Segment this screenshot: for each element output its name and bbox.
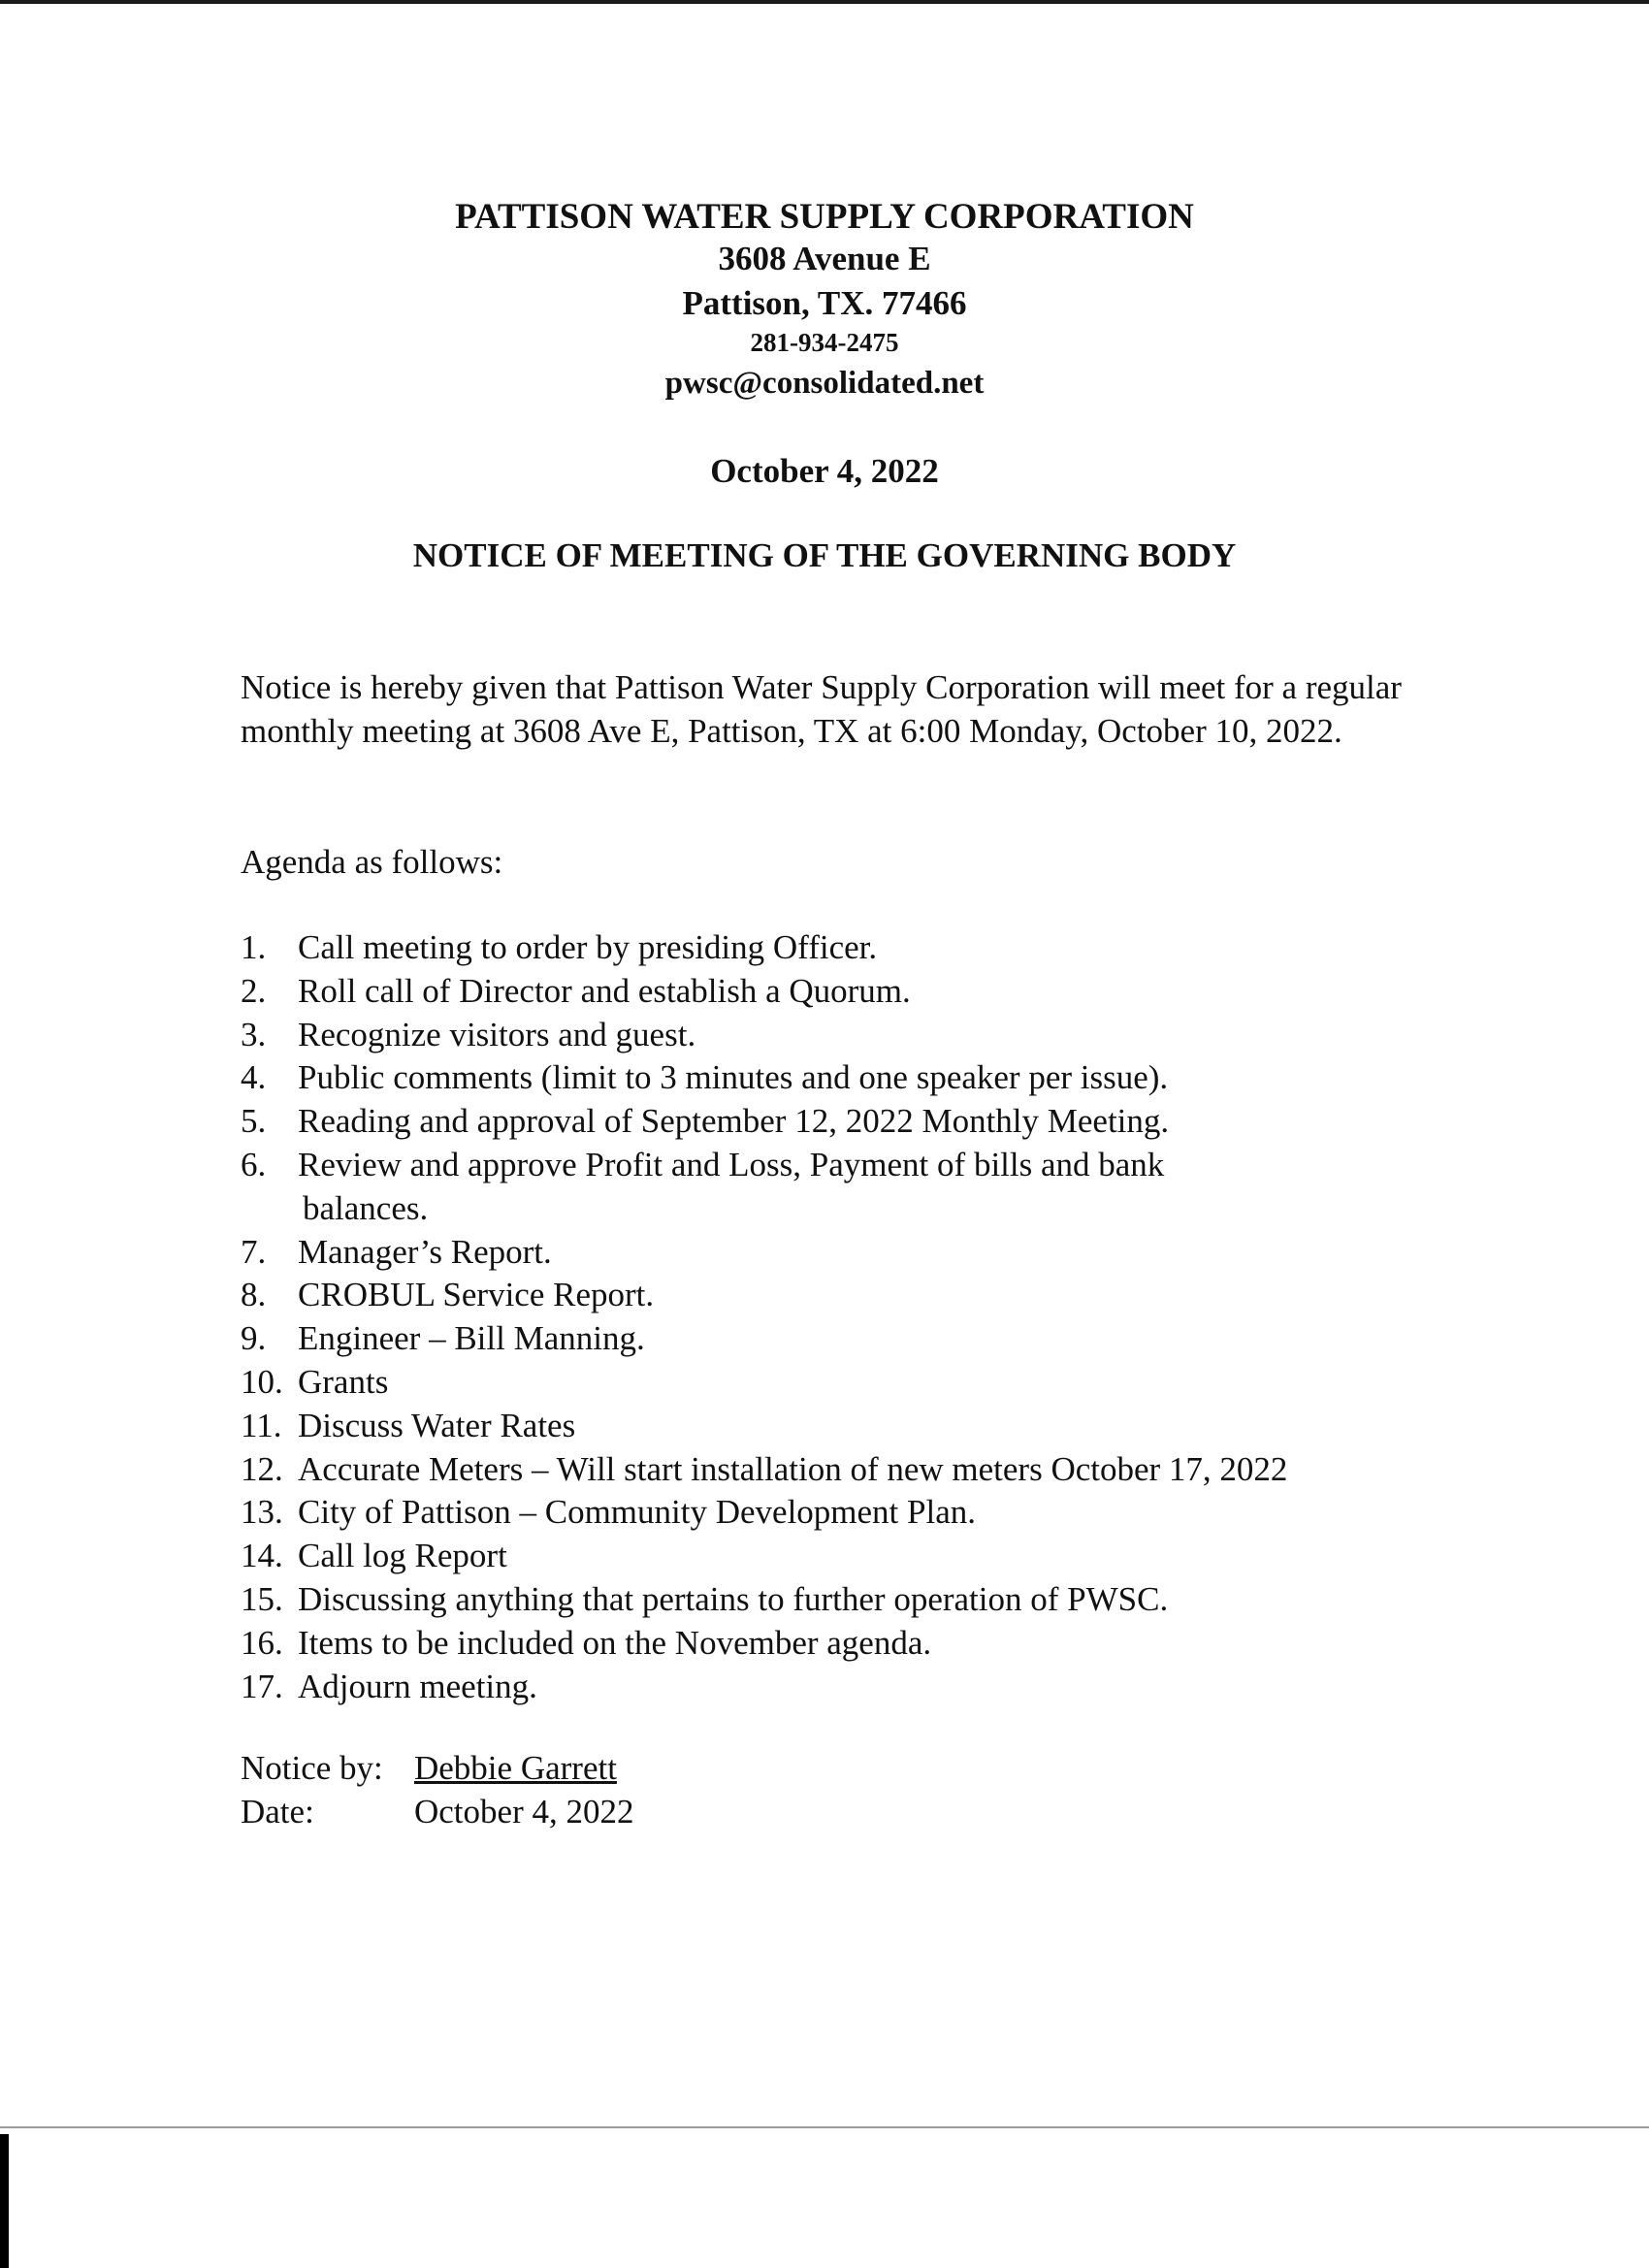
agenda-item-text: Roll call of Director and establish a Quorum. bbox=[298, 971, 911, 1010]
agenda-item bbox=[241, 1448, 1502, 1492]
agenda-item bbox=[241, 1317, 1502, 1361]
agenda-item bbox=[241, 1622, 1502, 1666]
agenda-item-text: Recognize visitors and guest. bbox=[298, 1015, 696, 1053]
agenda-item-number: 2. bbox=[241, 971, 267, 1010]
agenda-item bbox=[241, 926, 1502, 970]
agenda-item-number: 3. bbox=[241, 1015, 267, 1053]
agenda-item-text: Call log Report bbox=[298, 1537, 507, 1575]
email-address: pwsc@consolidated.net bbox=[664, 366, 985, 401]
agenda-item-text: CROBUL Service Report. bbox=[298, 1276, 655, 1314]
agenda-item-text: Discussing anything that pertains to further operation of PWSC. bbox=[298, 1579, 1169, 1618]
notice-by-name: Debbie Garrett bbox=[414, 1749, 617, 1787]
phone-number: 281-934-2475 bbox=[750, 328, 899, 357]
agenda-item bbox=[241, 1100, 1502, 1144]
agenda-item-number: 4. bbox=[241, 1058, 267, 1097]
agenda-item-number: 15. bbox=[241, 1579, 283, 1618]
agenda-item-text: Engineer – Bill Manning. bbox=[298, 1319, 645, 1358]
agenda-item-text: Discuss Water Rates bbox=[298, 1406, 576, 1444]
agenda-item-text-line: Review and approve Profit and Loss, Payment of bills and bank bbox=[298, 1145, 1165, 1183]
notice-date: October 4, 2022 bbox=[710, 452, 939, 490]
agenda-item bbox=[241, 1361, 1502, 1405]
agenda-item bbox=[241, 1144, 1502, 1231]
agenda-item-number: 5. bbox=[241, 1102, 267, 1141]
corporation-name: PATTISON WATER SUPPLY CORPORATION bbox=[455, 197, 1194, 237]
agenda-item-number: 9. bbox=[241, 1319, 267, 1358]
agenda-item bbox=[241, 1578, 1502, 1622]
agenda-item-number: 12. bbox=[241, 1449, 283, 1488]
agenda-item-number: 17. bbox=[241, 1667, 283, 1705]
address-street: 3608 Avenue E bbox=[718, 240, 931, 277]
footer-date-value: October 4, 2022 bbox=[414, 1793, 634, 1831]
agenda-item bbox=[241, 1056, 1502, 1100]
agenda-item-number: 6. bbox=[241, 1145, 267, 1183]
notice-by-label: Notice by: bbox=[241, 1749, 383, 1787]
agenda-item-number: 11. bbox=[241, 1406, 282, 1444]
scan-left-dark-bar bbox=[0, 2134, 9, 2268]
agenda-item bbox=[241, 1666, 1502, 1709]
agenda-item-number: 16. bbox=[241, 1623, 283, 1662]
agenda-item-number: 13. bbox=[241, 1493, 283, 1532]
agenda-label: Agenda as follows: bbox=[241, 843, 503, 881]
agenda-item-text: Call meeting to order by presiding Officer. bbox=[298, 928, 878, 966]
notice-title: NOTICE OF MEETING OF THE GOVERNING BODY bbox=[412, 536, 1237, 574]
agenda-item-text-continuation: balances. bbox=[303, 1188, 429, 1227]
agenda-item-text bbox=[298, 1144, 1502, 1231]
agenda-item bbox=[241, 1535, 1502, 1578]
agenda-item bbox=[241, 970, 1502, 1014]
agenda-item-text: Adjourn meeting. bbox=[298, 1667, 537, 1705]
agenda-item-number: 8. bbox=[241, 1276, 267, 1314]
agenda-item-number: 10. bbox=[241, 1362, 283, 1401]
address-city: Pattison, TX. 77466 bbox=[682, 284, 967, 322]
agenda-item-number: 14. bbox=[241, 1537, 283, 1575]
agenda-item-text: Manager’s Report. bbox=[298, 1232, 552, 1271]
date-label: Date: bbox=[241, 1793, 314, 1831]
agenda-item bbox=[241, 1491, 1502, 1535]
agenda-list bbox=[241, 926, 1502, 1708]
agenda-item bbox=[241, 1231, 1502, 1275]
intro-paragraph: Notice is hereby given that Pattison Water Supply Corporation will meet for a regular monthly meeting at 3608 Ave E, Pattison, TX at 6:00 Monday, October 10, 2022. bbox=[241, 668, 1402, 750]
scan-page-bottom-edge bbox=[0, 2126, 1649, 2128]
agenda-item-text: Public comments (limit to 3 minutes and one speaker per issue). bbox=[298, 1058, 1169, 1097]
agenda-item-text: Items to be included on the November agenda. bbox=[298, 1623, 932, 1662]
notice-date-line bbox=[241, 1790, 633, 1833]
agenda-item bbox=[241, 1014, 1502, 1057]
notice-by-line bbox=[241, 1746, 617, 1790]
agenda-item-text: Reading and approval of September 12, 2022 Monthly Meeting. bbox=[298, 1102, 1170, 1141]
agenda-item bbox=[241, 1405, 1502, 1448]
agenda-item-number: 7. bbox=[241, 1232, 267, 1271]
agenda-item bbox=[241, 1274, 1502, 1317]
agenda-item-text: Grants bbox=[298, 1362, 389, 1401]
scan-top-edge bbox=[0, 0, 1649, 4]
agenda-item-text: City of Pattison – Community Development Plan. bbox=[298, 1493, 977, 1532]
agenda-item-text: Accurate Meters – Will start installation of new meters October 17, 2022 bbox=[298, 1449, 1288, 1488]
agenda-item-number: 1. bbox=[241, 928, 267, 966]
